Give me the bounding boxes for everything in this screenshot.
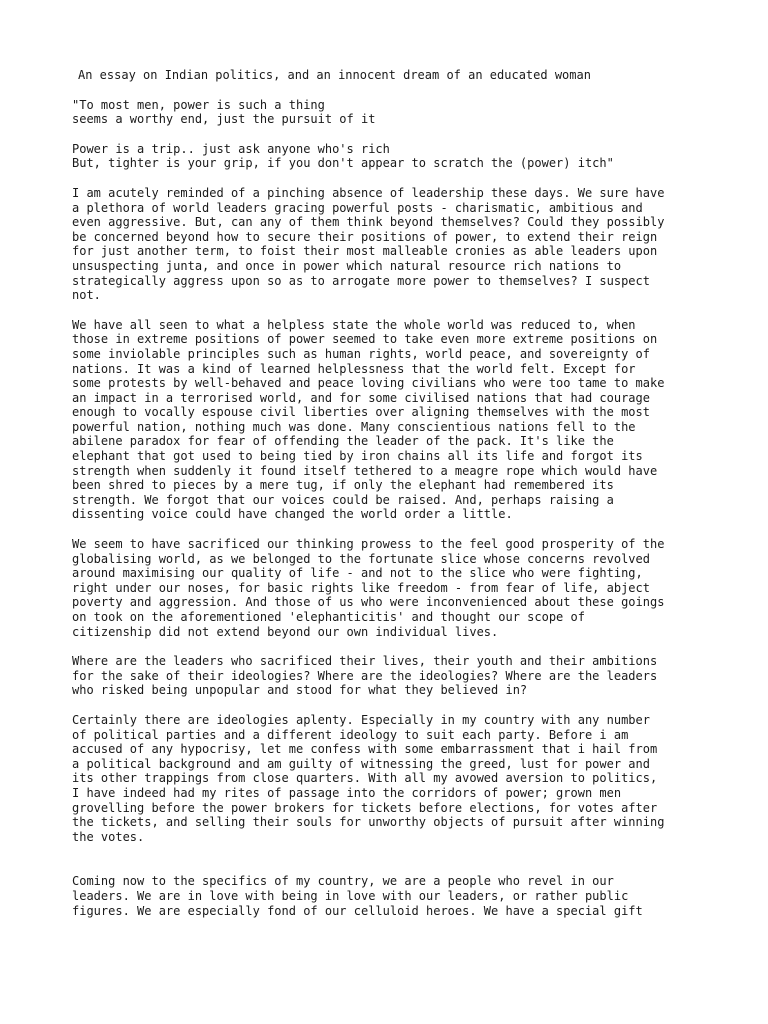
text-line: some protests by well-behaved and peace loving civilians who were too tame to make bbox=[72, 376, 665, 391]
text-line: globalising world, as we belonged to the fortunate slice whose concerns revolved bbox=[72, 551, 650, 566]
text-line: strength. We forgot that our voices could be raised. And, perhaps raising a bbox=[72, 492, 614, 507]
text-line: unsuspecting junta, and once in power which natural resource rich nations to bbox=[72, 258, 622, 273]
text-line: I have indeed had my rites of passage into the corridors of power; grown men bbox=[72, 785, 622, 800]
text-line: some inviolable principles such as human rights, world peace, and sovereignty of bbox=[72, 346, 650, 361]
text-line: Coming now to the specifics of my country, we are a people who revel in our bbox=[72, 874, 614, 889]
text-line: a plethora of world leaders gracing powerful posts - charismatic, ambitious and bbox=[72, 200, 643, 215]
text-line: for the sake of their ideologies? Where are the ideologies? Where are the leaders bbox=[72, 668, 658, 683]
text-line: be concerned beyond how to secure their positions of power, to extend their reign bbox=[72, 229, 658, 244]
paragraph bbox=[72, 142, 752, 171]
text-line: leaders. We are in love with being in love with our leaders, or rather public bbox=[72, 888, 629, 903]
text-line: Power is a trip.. just ask anyone who's rich bbox=[72, 141, 390, 156]
paragraph bbox=[72, 186, 752, 303]
text-line: I am acutely reminded of a pinching absence of leadership these days. We sure have bbox=[72, 185, 665, 200]
text-line: elephant that got used to being tied by iron chains all its life and forgot its bbox=[72, 449, 643, 464]
text-line: right under our noses, for basic rights like freedom - from fear of life, abject bbox=[72, 580, 650, 595]
text-line: accused of any hypocrisy, let me confess with some embarrassment that i hail from bbox=[72, 742, 658, 757]
text-line: strength when suddenly it found itself tethered to a meagre rope which would have bbox=[72, 463, 658, 478]
text-line: powerful nation, nothing much was done. Many conscientious nations fell to the bbox=[72, 419, 636, 434]
paragraph bbox=[72, 713, 752, 844]
paragraph bbox=[72, 537, 752, 639]
text-line: We seem to have sacrificed our thinking prowess to the feel good prosperity of the bbox=[72, 537, 665, 552]
text-line: seems a worthy end, just the pursuit of it bbox=[72, 112, 376, 127]
text-line: of political parties and a different ideology to suit each party. Before i am bbox=[72, 727, 629, 742]
text-line: abilene paradox for fear of offending the leader of the pack. It's like the bbox=[72, 434, 614, 449]
text-line: citizenship did not extend beyond our own individual lives. bbox=[72, 624, 499, 639]
text-line: a political background and am guilty of witnessing the greed, lust for power and bbox=[72, 756, 650, 771]
text-line: poverty and aggression. And those of us who were inconvenienced about these goings bbox=[72, 595, 665, 610]
text-line: grovelling before the power brokers for tickets before elections, for votes after bbox=[72, 800, 658, 815]
text-line: on took on the aforementioned 'elephanticitis' and thought our scope of bbox=[72, 610, 585, 624]
text-line: strategically aggress upon so as to arrogate more power to themselves? I suspect bbox=[72, 273, 650, 288]
text-line: But, tighter is your grip, if you don't appear to scratch the (power) itch" bbox=[72, 156, 614, 171]
document-body bbox=[72, 68, 752, 933]
text-line: enough to vocally espouse civil liberties over aligning themselves with the most bbox=[72, 405, 650, 420]
text-line: an impact in a terrorised world, and for some civilised nations that had courage bbox=[72, 390, 650, 405]
text-line: those in extreme positions of power seemed to take even more extreme positions on bbox=[72, 332, 658, 347]
document-title: An essay on Indian politics, and an innocent dream of an educated woman bbox=[78, 68, 591, 82]
text-line: Certainly there are ideologies aplenty. Especially in my country with any number bbox=[72, 712, 650, 727]
text-line: dissenting voice could have changed the world order a little. bbox=[72, 507, 513, 522]
text-line: the votes. bbox=[72, 829, 145, 844]
text-line: for just another term, to foist their most malleable cronies as able leaders upon bbox=[72, 244, 658, 259]
text-line: been shred to pieces by a mere tug, if only the elephant had remembered its bbox=[72, 478, 614, 493]
text-line: figures. We are especially fond of our celluloid heroes. We have a special gift bbox=[72, 903, 643, 918]
text-line: even aggressive. But, can any of them think beyond themselves? Could they possibly bbox=[72, 215, 665, 230]
text-line: We have all seen to what a helpless state the whole world was reduced to, when bbox=[72, 317, 636, 332]
text-line: "To most men, power is such a thing bbox=[72, 97, 325, 112]
text-line: around maximising our quality of life - and not to the slice who were fighting, bbox=[72, 566, 643, 581]
paragraph bbox=[72, 98, 752, 127]
text-line: its other trappings from close quarters. With all my avowed aversion to politics, bbox=[72, 771, 658, 786]
text-line: Where are the leaders who sacrificed their lives, their youth and their ambitions bbox=[72, 654, 658, 669]
text-line: nations. It was a kind of learned helplessness that the world felt. Except for bbox=[72, 361, 636, 376]
text-line: not. bbox=[72, 288, 101, 303]
paragraph bbox=[72, 318, 752, 522]
paragraph bbox=[72, 874, 752, 918]
text-line: who risked being unpopular and stood for what they believed in? bbox=[72, 683, 528, 698]
text-line: the tickets, and selling their souls for unworthy objects of pursuit after winning bbox=[72, 815, 665, 830]
paragraph bbox=[72, 654, 752, 698]
